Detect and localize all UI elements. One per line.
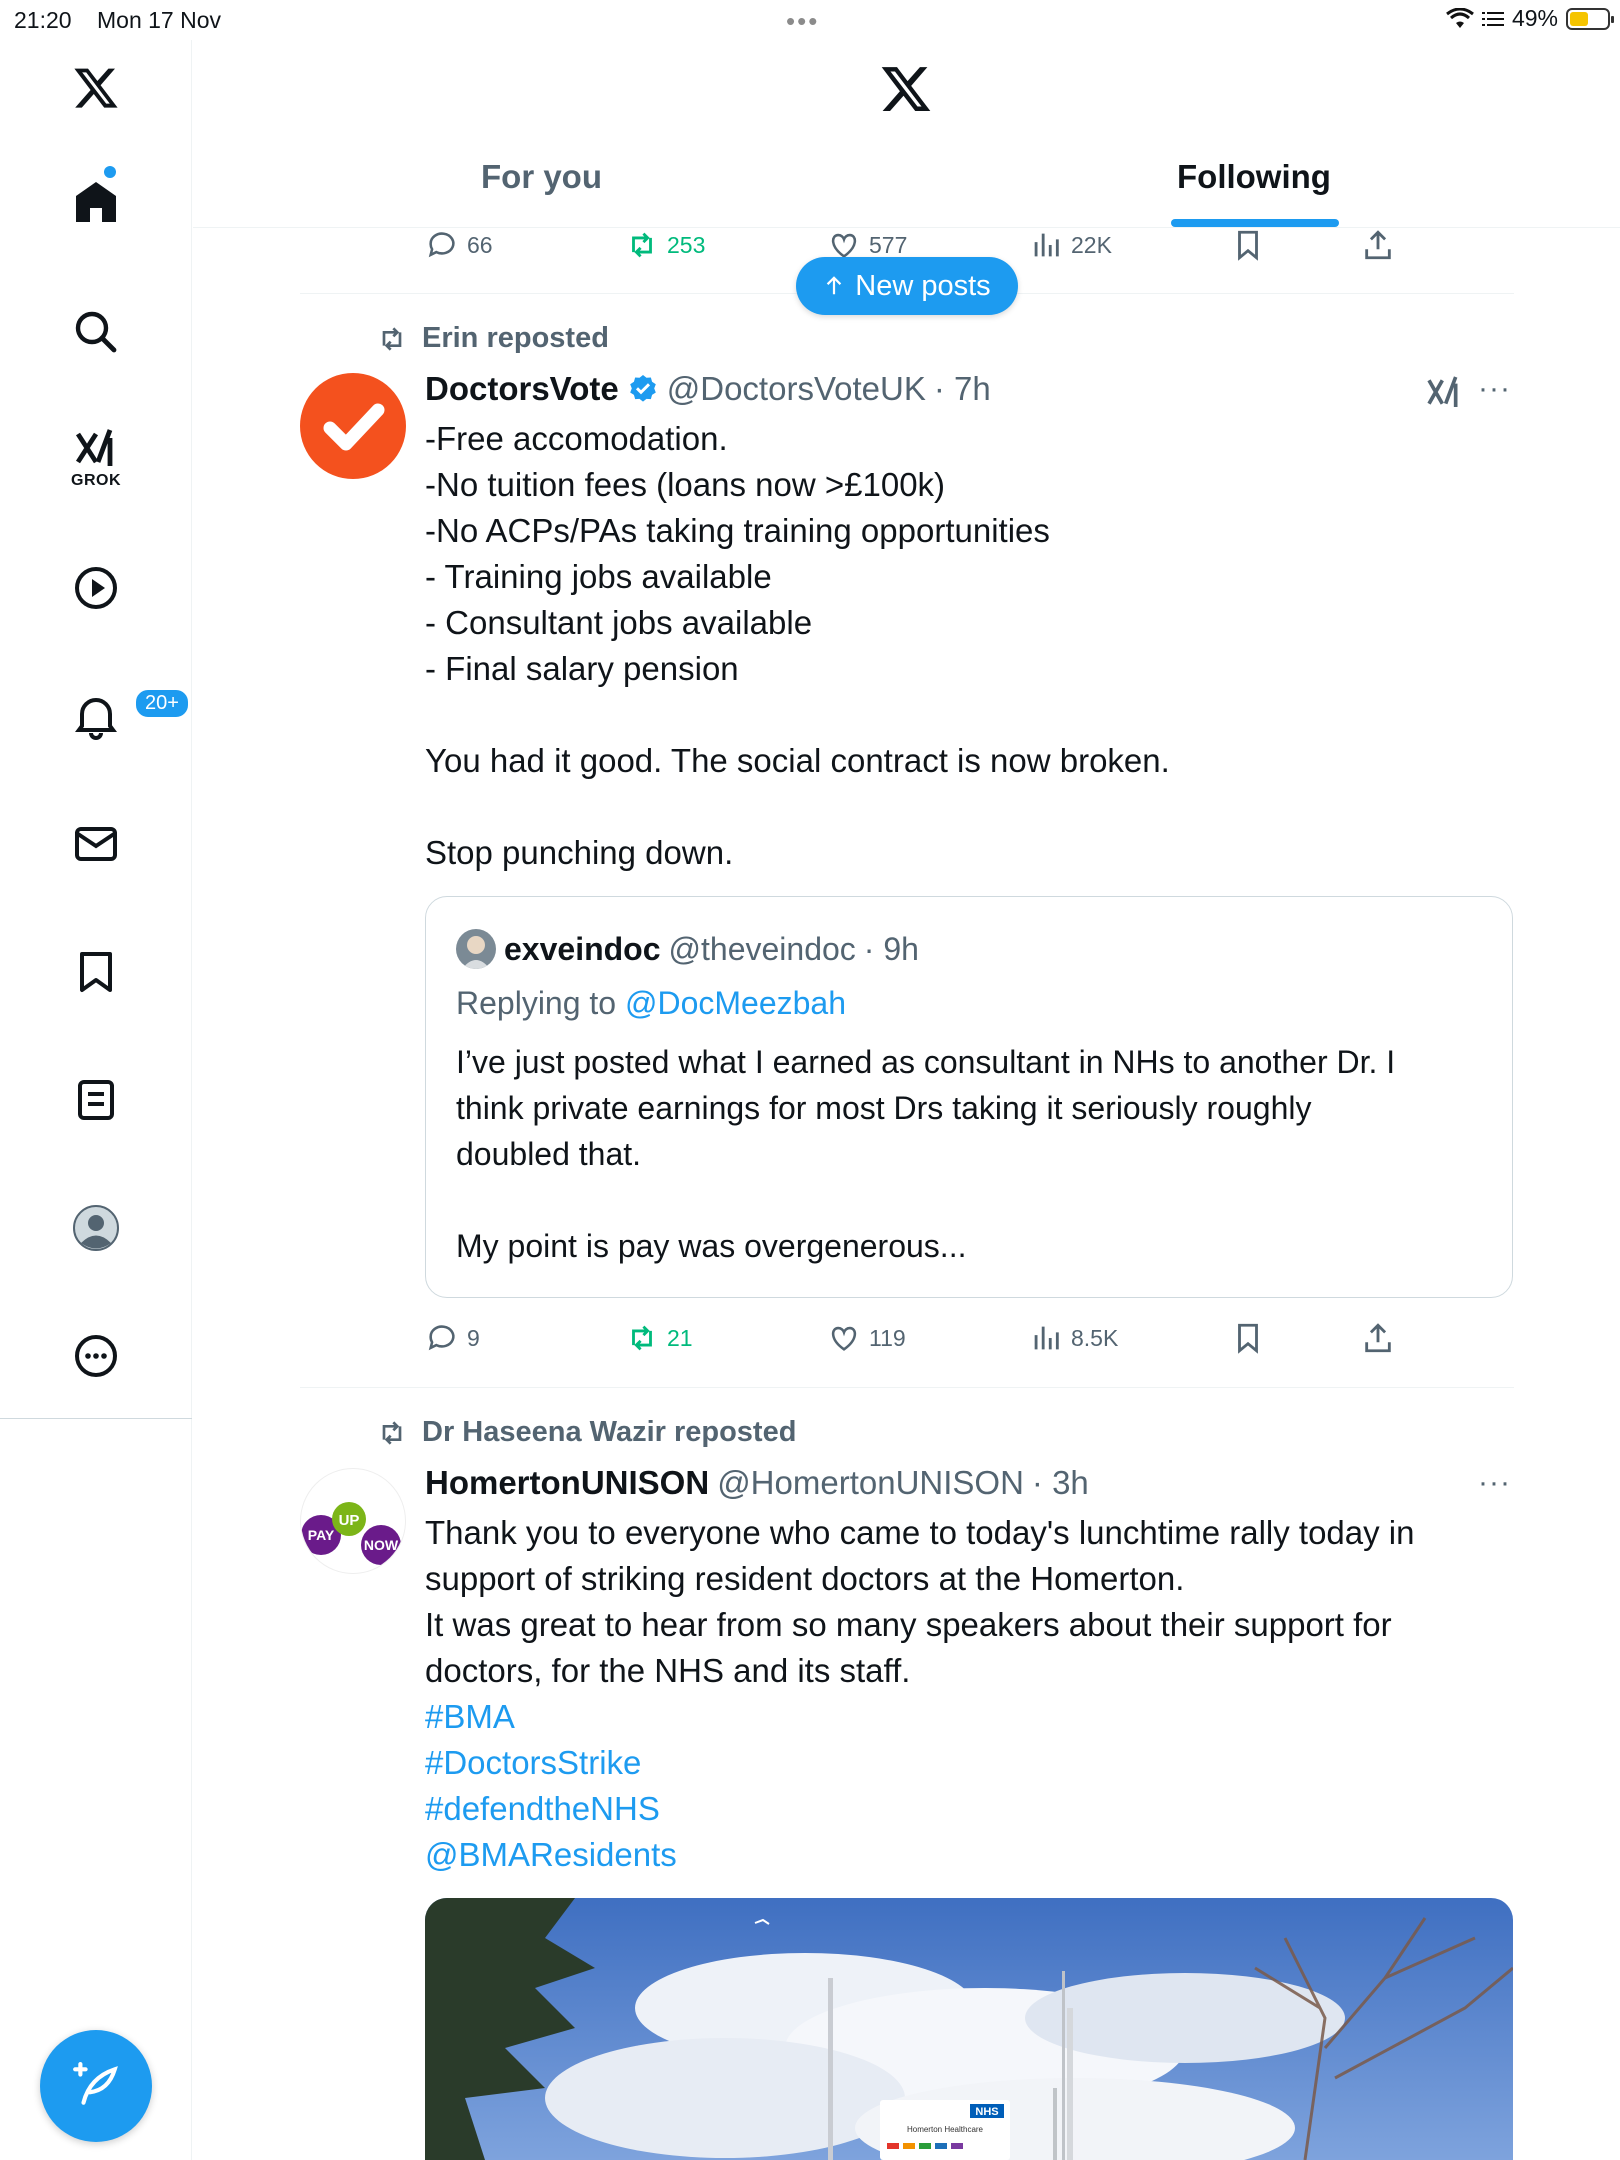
quote-line xyxy=(456,1177,1476,1223)
quoted-post[interactable] xyxy=(425,896,1513,1298)
avatar-text-pay: PAY xyxy=(307,1527,335,1543)
more-options-icon[interactable]: ··· xyxy=(1478,372,1511,405)
post-line xyxy=(425,784,1515,830)
post-line: Stop punching down. xyxy=(425,834,734,871)
battery-percent: 49% xyxy=(1511,5,1558,31)
sidebar-item-explore[interactable] xyxy=(48,284,144,380)
mention-link[interactable]: @BMAResidents xyxy=(425,1836,677,1873)
x-logo-icon xyxy=(72,64,120,112)
share-button[interactable] xyxy=(1361,228,1395,262)
avatar-text-now: NOW xyxy=(363,1537,399,1553)
repost-indicator[interactable] xyxy=(376,322,609,355)
views-chart-icon xyxy=(1029,228,1063,262)
quote-line: My point is pay was overgenerous... xyxy=(456,1228,967,1264)
post-line: support of striking resident doctors at the Homerton. xyxy=(425,1560,1185,1597)
author-name[interactable]: DoctorsVote xyxy=(425,370,619,407)
views-count: 22K xyxy=(1071,231,1112,258)
post-line: You had it good. The social contract is now broken. xyxy=(425,742,1170,779)
post-line: -No tuition fees (loans now >£100k) xyxy=(425,466,946,503)
post-body xyxy=(425,416,1515,876)
replying-prefix: Replying to xyxy=(456,985,617,1021)
bookmark-button[interactable] xyxy=(1231,228,1265,262)
share-icon xyxy=(1361,228,1395,262)
like-count: 119 xyxy=(869,1324,906,1351)
home-unread-dot xyxy=(104,166,116,178)
heart-icon xyxy=(827,1321,861,1355)
avatar-text-up: UP xyxy=(338,1512,360,1529)
post-line xyxy=(425,692,1515,738)
post-time[interactable]: · 7h xyxy=(933,370,991,407)
like-count: 577 xyxy=(869,231,908,258)
mail-icon xyxy=(72,820,120,868)
bookmark-icon xyxy=(1231,228,1265,262)
hashtag-link[interactable]: #defendtheNHS xyxy=(425,1790,660,1827)
sidebar-item-messages[interactable] xyxy=(48,796,144,892)
repost-icon xyxy=(625,1321,659,1355)
post-divider xyxy=(300,1387,1514,1388)
checkmark-icon xyxy=(300,373,406,479)
post-author-line xyxy=(425,1464,1089,1502)
post1-actions xyxy=(425,1318,1525,1358)
pay-up-now-logo xyxy=(301,1469,406,1574)
status-bar xyxy=(0,0,1620,40)
quote-author-handle: @theveindoc xyxy=(668,930,856,967)
repost-count: 253 xyxy=(667,231,706,258)
hashtag-link[interactable]: #DoctorsStrike xyxy=(425,1744,642,1781)
sidebar-item-home[interactable] xyxy=(48,154,144,250)
bell-icon xyxy=(72,692,120,740)
compose-button[interactable] xyxy=(40,2030,152,2142)
post-line: -No ACPs/PAs taking training opportunities xyxy=(425,512,1050,549)
timeline-header xyxy=(193,40,1620,228)
quote-author-line xyxy=(456,929,919,969)
replying-to xyxy=(456,985,846,1022)
quote-line: think private earnings for most Drs taking it seriously roughly xyxy=(456,1090,1312,1126)
more-options-icon[interactable]: ··· xyxy=(1478,1466,1511,1499)
grok-explain-icon[interactable] xyxy=(1424,372,1464,412)
sidebar-item-notifications[interactable] xyxy=(48,668,179,764)
reply-icon xyxy=(425,1321,459,1355)
rally-photo-image xyxy=(425,1898,1513,2160)
photo-sign-brand: NHS xyxy=(975,2106,999,2118)
quote-author-name: exveindoc xyxy=(504,930,661,967)
play-icon xyxy=(72,564,120,612)
notifications-badge: 20+ xyxy=(134,688,190,719)
repost-count: 21 xyxy=(667,1324,693,1351)
post-line: It was great to hear from so many speakers about their support for xyxy=(425,1606,1392,1643)
list-icon xyxy=(1482,10,1504,28)
post-line: -Free accomodation. xyxy=(425,420,728,457)
tab-for-you[interactable]: For you xyxy=(481,158,602,195)
sidebar-nav xyxy=(0,40,192,2160)
multitasking-dots-icon[interactable]: ••• xyxy=(786,6,820,36)
post-author-line xyxy=(425,370,991,408)
sidebar-item-bookmarks[interactable] xyxy=(48,924,144,1020)
hashtag-link[interactable]: #BMA xyxy=(425,1698,515,1735)
post-line: doctors, for the NHS and its staff. xyxy=(425,1652,911,1689)
arrow-up-icon xyxy=(823,275,845,297)
status-date: Mon 17 Nov xyxy=(97,7,222,33)
sidebar-x-logo[interactable] xyxy=(48,40,144,136)
reply-button[interactable] xyxy=(425,228,493,262)
post-line: - Final salary pension xyxy=(425,650,739,687)
tab-following[interactable]: Following xyxy=(1177,158,1331,195)
post-photo[interactable] xyxy=(425,1898,1513,2160)
post-line: - Training jobs available xyxy=(425,558,772,595)
wifi-icon xyxy=(1446,8,1474,30)
status-time: 21:20 xyxy=(14,7,72,33)
reply-count: 66 xyxy=(467,231,493,258)
repost-button[interactable] xyxy=(625,228,705,262)
sidebar-item-profile[interactable] xyxy=(48,1180,144,1276)
profile-avatar-icon xyxy=(72,1204,120,1252)
repost-icon xyxy=(376,323,408,355)
quote-line: doubled that. xyxy=(456,1136,642,1172)
views-count: 8.5K xyxy=(1071,1324,1119,1351)
views-button[interactable] xyxy=(1029,1321,1118,1355)
battery-icon xyxy=(1566,8,1610,30)
share-button[interactable] xyxy=(1361,1321,1395,1355)
x-logo-icon xyxy=(879,62,933,116)
homertonunison-avatar[interactable] xyxy=(300,1468,406,1574)
repost-button[interactable] xyxy=(625,1321,693,1355)
compose-feather-icon xyxy=(71,2061,121,2111)
author-handle[interactable]: @DoctorsVoteUK xyxy=(666,370,926,407)
sidebar-item-more[interactable] xyxy=(48,1308,144,1404)
reposted-by: Erin reposted xyxy=(422,322,609,354)
sidebar-item-grok[interactable] xyxy=(48,410,144,506)
status-right xyxy=(1446,5,1610,32)
home-icon xyxy=(72,178,120,226)
verified-badge-icon xyxy=(627,373,659,405)
quote-avatar xyxy=(456,929,496,969)
post-line: Thank you to everyone who came to today's lunchtime rally today in xyxy=(425,1514,1415,1551)
sidebar-item-lists[interactable] xyxy=(48,1052,144,1148)
photo-sign-org: Homerton Healthcare xyxy=(906,2125,984,2134)
active-tab-indicator xyxy=(1171,219,1339,227)
reposted-by: Dr Haseena Wazir reposted xyxy=(422,1416,797,1448)
repost-indicator[interactable] xyxy=(376,1416,796,1449)
sidebar-item-video[interactable] xyxy=(48,540,144,636)
search-icon xyxy=(72,308,120,356)
quote-body xyxy=(456,1039,1476,1269)
repost-icon xyxy=(625,228,659,262)
post-body xyxy=(425,1510,1515,1878)
bookmark-icon xyxy=(72,948,120,996)
new-posts-button[interactable] xyxy=(796,257,1018,315)
sidebar-divider xyxy=(0,1418,192,1419)
views-button[interactable] xyxy=(1029,228,1112,262)
quote-line: I’ve just posted what I earned as consultant in NHs to another Dr. I xyxy=(456,1044,1396,1080)
reply-button[interactable] xyxy=(425,1321,480,1355)
reply-count: 9 xyxy=(467,1324,480,1351)
quote-time: · 9h xyxy=(863,930,919,967)
bookmark-icon xyxy=(1231,1321,1265,1355)
share-icon xyxy=(1361,1321,1395,1355)
more-circle-icon xyxy=(72,1332,120,1380)
grok-icon xyxy=(72,426,120,474)
new-posts-label: New posts xyxy=(855,269,991,302)
post-line: - Consultant jobs available xyxy=(425,604,813,641)
doctorsvote-avatar[interactable] xyxy=(300,373,406,479)
post-time[interactable]: · 3h xyxy=(1031,1464,1089,1501)
grok-label: GROK xyxy=(71,472,121,489)
repost-icon xyxy=(376,1417,408,1449)
author-name[interactable]: HomertonUNISON xyxy=(425,1464,710,1501)
author-handle[interactable]: @HomertonUNISON xyxy=(717,1464,1024,1501)
reply-icon xyxy=(425,228,459,262)
replying-handle-link[interactable]: @DocMeezbah xyxy=(624,985,847,1021)
like-button[interactable] xyxy=(827,1321,906,1355)
list-doc-icon xyxy=(72,1076,120,1124)
views-chart-icon xyxy=(1029,1321,1063,1355)
quote-avatar-photo-icon xyxy=(456,929,496,969)
bookmark-button[interactable] xyxy=(1231,1321,1265,1355)
